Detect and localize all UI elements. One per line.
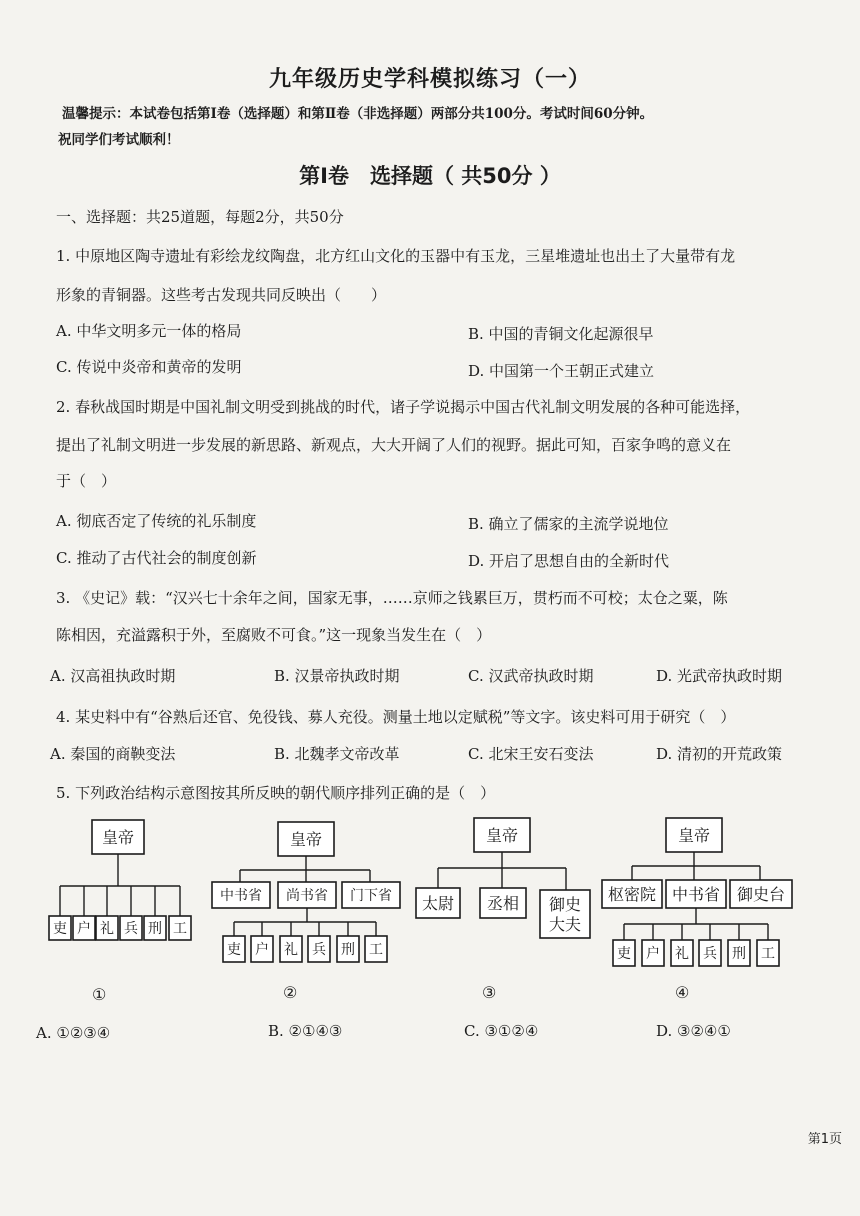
d2-ministry-xing: 刑 [341, 942, 355, 958]
q1-option-b: B. 中国的青铜文化起源很早 [468, 325, 654, 343]
d2-shangshu: 尚书省 [286, 888, 328, 904]
diagram-2 [212, 822, 400, 962]
d2-ministries [223, 936, 387, 962]
d3-chengxiang: 丞相 [486, 894, 520, 913]
d1-emperor: 皇帝 [101, 828, 135, 847]
d4-zhongshu: 中书省 [671, 885, 721, 904]
diagram-1 [49, 820, 191, 940]
d2-ministry-bing: 兵 [312, 942, 326, 958]
q3-option-d: D. 光武帝执政时期 [656, 667, 783, 685]
d4-ministry-li: 吏 [617, 946, 631, 962]
q2-option-b: B. 确立了儒家的主流学说地位 [468, 515, 669, 533]
q3-stem-line1: 3. 《史记》载：“汉兴七十余年之间，国家无事，……京师之钱累巨万，贯朽而不可校；太仓之粟，陈 [56, 589, 728, 607]
d4-ministry-bing: 兵 [703, 946, 717, 962]
exam-title: 九年级历史学科模拟练习（一） [268, 66, 591, 92]
d1-ministry-hu: 户 [77, 921, 91, 937]
diagram-label-3: ③ [482, 983, 497, 1002]
q4-option-a: A. 秦国的商鞅变法 [50, 745, 176, 763]
d1-ministry-xing: 刑 [148, 921, 162, 937]
d1-ministry-li: 吏 [53, 921, 67, 937]
d3-emperor: 皇帝 [485, 826, 519, 845]
page-number: 第1页 [807, 1132, 842, 1147]
q3-option-c: C. 汉武帝执政时期 [468, 667, 594, 685]
diagram-3 [416, 818, 590, 938]
d4-ministry-hu: 户 [646, 946, 660, 962]
q4-option-d: D. 清初的开荒政策 [656, 745, 783, 763]
diagram-label-1: ① [92, 985, 107, 1004]
q2-stem-line2: 提出了礼制文明进一步发展的新思路、新观点，大大开阔了人们的视野。据此可知，百家争鸣的意义在 [56, 436, 732, 454]
q3-stem-line2: 陈相因，充溢露积于外，至腐败不可食。”这一现象当发生在（ ） [56, 626, 492, 644]
d1-ministry-gong: 工 [173, 921, 187, 937]
d4-ministry-xing: 刑 [732, 946, 746, 962]
d2-ministry-gong: 工 [369, 942, 383, 958]
d4-ministry-gong: 工 [761, 946, 775, 962]
d2-ministry-rites: 礼 [284, 942, 298, 958]
q5-option-a: A. ①②③④ [36, 1024, 111, 1042]
d2-menxia: 门下省 [350, 888, 392, 904]
q2-stem-line1: 2. 春秋战国时期是中国礼制文明受到挑战的时代，诸子学说揭示中国古代礼制文明发展的各种可能选择， [56, 398, 751, 416]
q2-option-c: C. 推动了古代社会的制度创新 [56, 549, 257, 567]
d2-ministry-hu: 户 [255, 942, 269, 958]
d3-taiwei: 太尉 [421, 894, 455, 913]
diagram-label-2: ② [283, 983, 298, 1002]
d4-shumiyuan: 枢密院 [607, 885, 657, 904]
part-heading: 一、选择题：共25道题，每题2分，共50分 [56, 208, 344, 226]
d2-ministry-li: 吏 [227, 942, 241, 958]
section-title: 第Ⅰ卷 选择题（ 共50分 ） [299, 164, 561, 188]
q3-option-a: A. 汉高祖执政时期 [50, 667, 176, 685]
q1-option-c: C. 传说中炎帝和黄帝的发明 [56, 358, 242, 376]
q2-option-d: D. 开启了思想自由的全新时代 [468, 552, 670, 570]
q1-stem-line2: 形象的青铜器。这些考古发现共同反映出（ ） [56, 286, 387, 304]
q4-stem: 4. 某史料中有“谷熟后还官、免役钱、募人充役。测量土地以定赋税”等文字。该史料可用于研究（ ） [56, 708, 736, 726]
q3-option-b: B. 汉景帝执政时期 [274, 667, 400, 685]
d2-zhongshu: 中书省 [220, 888, 262, 904]
d4-emperor: 皇帝 [677, 826, 711, 845]
d1-ministry-bing: 兵 [124, 921, 138, 937]
d4-ministry-rites: 礼 [675, 946, 689, 962]
q5-option-b: B. ②①④③ [268, 1022, 343, 1040]
q1-option-d: D. 中国第一个王朝正式建立 [468, 362, 655, 380]
d4-ministries [613, 940, 779, 966]
d1-ministry-rites: 礼 [100, 921, 114, 937]
q4-option-b: B. 北魏孝文帝改革 [274, 745, 400, 763]
tip-line-2: 祝同学们考试顺利！ [58, 132, 180, 148]
q1-option-a: A. 中华文明多元一体的格局 [56, 322, 242, 340]
q4-option-c: C. 北宋王安石变法 [468, 745, 594, 763]
q5-stem: 5. 下列政治结构示意图按其所反映的朝代顺序排列正确的是（ ） [56, 784, 496, 802]
diagram-label-4: ④ [675, 983, 690, 1002]
d4-yushitai: 御史台 [736, 885, 786, 904]
d2-emperor: 皇帝 [289, 830, 323, 849]
q2-stem-line3: 于（ ） [56, 472, 117, 490]
diagram-4 [602, 818, 792, 966]
q5-option-c: C. ③①②④ [464, 1022, 539, 1040]
d3-yushi-dafu: 御史大夫 [548, 895, 582, 934]
q1-stem-line1: 1. 中原地区陶寺遗址有彩绘龙纹陶盘，北方红山文化的玉器中有玉龙，三星堆遗址也出土了大量带有龙 [56, 247, 736, 265]
tip-line-1: 温馨提示：本试卷包括第Ⅰ卷（选择题）和第Ⅱ卷（非选择题）两部分共100分。考试时间60分钟。 [62, 106, 654, 122]
d1-ministries [49, 916, 191, 940]
q5-option-d: D. ③②④① [656, 1022, 731, 1040]
q2-option-a: A. 彻底否定了传统的礼乐制度 [56, 512, 257, 530]
